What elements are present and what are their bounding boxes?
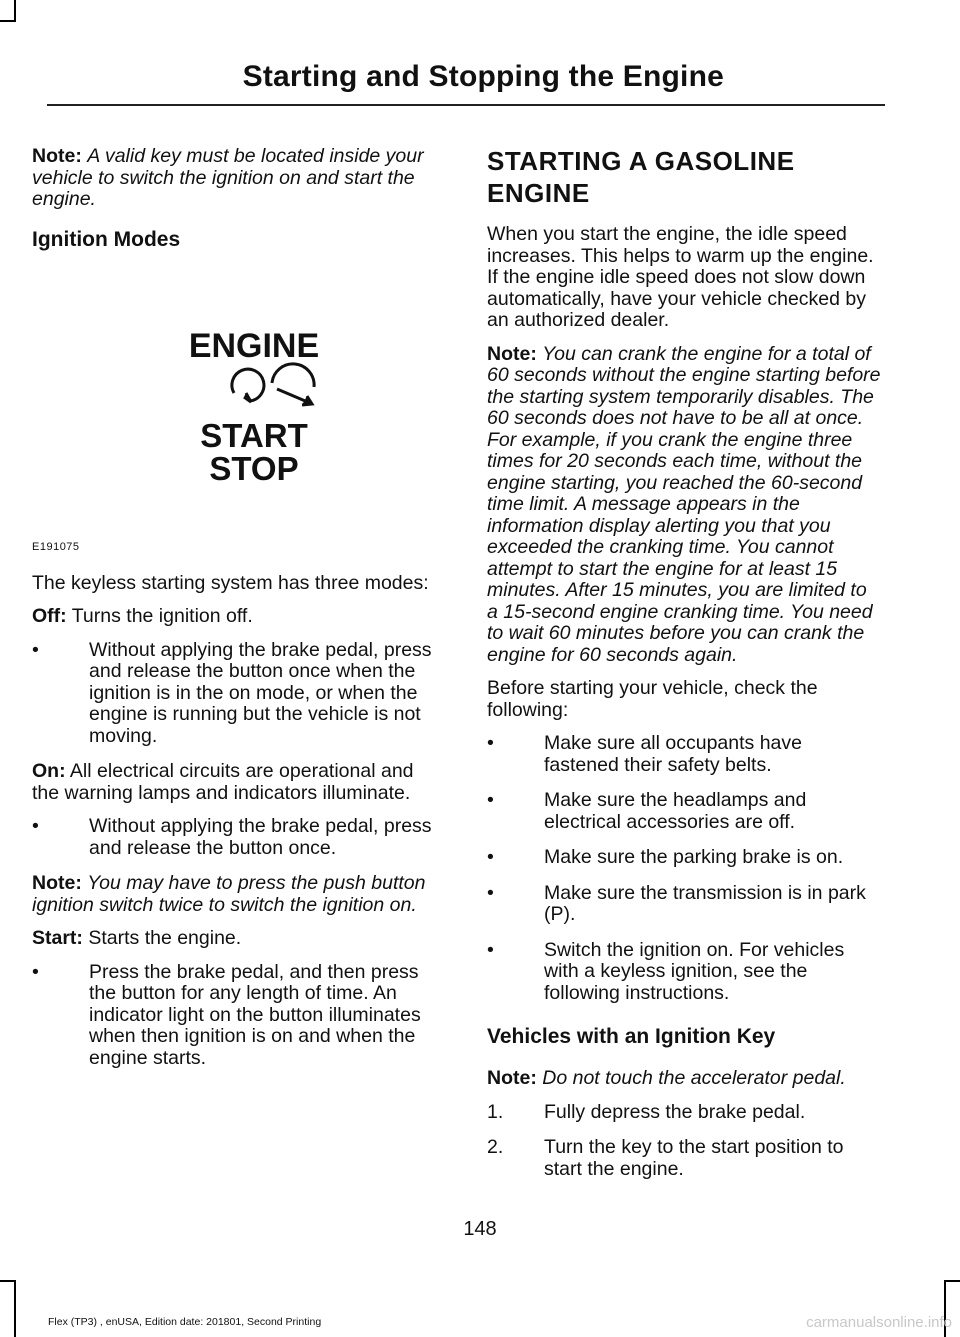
bullet-glyph: •: [487, 938, 494, 961]
page-header-title: Starting and Stopping the Engine: [242, 60, 724, 93]
bullet-glyph: •: [32, 815, 39, 837]
on-bullets: [32, 816, 444, 859]
crop-mark: [14, 1280, 16, 1337]
section-heading-ignition-modes: Ignition Modes: [32, 227, 181, 251]
figure-id: E191075: [32, 540, 80, 553]
list-item: • Without applying the brake pedal, press and release the button once.: [32, 815, 432, 859]
crop-mark: [0, 1280, 16, 1282]
list-item: • Without applying the brake pedal, press and release the button once when the ignition is in the on mode, or when the engine is running but the vehicle is not moving.: [32, 638, 432, 747]
figure-label-engine: ENGINE: [188, 326, 320, 365]
section-heading-starting-gasoline-engine: STARTING A GASOLINE ENGINE: [487, 146, 795, 208]
before-starting-text: Before starting your vehicle, check the following:: [487, 677, 818, 721]
off-bullets: [32, 640, 444, 748]
section-heading-ignition-key: Vehicles with an Ignition Key: [487, 1025, 776, 1048]
watermark: carmanualsonline.info: [806, 1314, 952, 1331]
crop-mark: [944, 1280, 960, 1282]
note-cranking: Note: You can crank the engine for a total of 60 seconds without the engine starting before the starting system temporarily disables. The 60 seconds does not have to be all at once. For example, if you crank the engine three times for 20 seconds each time, without the engine starting, you reached the 60-second time limit. A message appears in the information display alerting you that you exceeded the cranking time. You cannot attempt to start the engine for at least 15 minutes. After 15 minutes, you are limited to a 15-second engine cranking time. You need to wait 60 minutes before you can crank the engine for 60 seconds again.: [487, 342, 881, 666]
bullet-glyph: •: [32, 960, 39, 983]
note-accelerator: Note: Do not touch the accelerator pedal.: [487, 1067, 846, 1089]
bullet-glyph: •: [487, 789, 494, 811]
crop-mark: [0, 20, 16, 22]
start-steps: [487, 1102, 881, 1181]
right-column: [487, 146, 881, 1194]
crop-mark: [14, 0, 16, 20]
page-number: 148: [463, 1218, 497, 1240]
figure-label-stop: STOP: [209, 449, 299, 487]
list-item: • Make sure the parking brake is on.: [487, 846, 844, 868]
bullet-glyph: •: [487, 881, 494, 904]
header-divider: [47, 104, 885, 106]
rotate-arrow-icon: [232, 369, 264, 402]
list-item: • Press the brake pedal, and then press the button for any length of time. An indicator light on the button illuminates when then ignition is on and when the engine starts.: [32, 960, 421, 1069]
note-push-twice: Note: You may have to press the push button ignition switch twice to switch the ignition on.: [32, 872, 426, 916]
checklist: [487, 733, 881, 1004]
bullet-glyph: •: [487, 846, 494, 868]
list-item: • Make sure all occupants have fastened their safety belts.: [487, 732, 802, 776]
engine-start-stop-button-icon: [32, 297, 444, 547]
list-item: • Make sure the transmission is in park (P).: [487, 881, 866, 925]
idle-speed-paragraph: When you start the engine, the idle speed increases. This helps to warm up the engine. If the engine idle speed does not slow down automatically, have your vehicle checked by an authorized dealer.: [487, 223, 874, 331]
left-column: [32, 146, 444, 1083]
note-ignition-key: Note: A valid key must be located inside your vehicle to switch the ignition on and start the engine.: [32, 145, 424, 210]
bullet-glyph: •: [32, 638, 39, 661]
mode-start: Start: Starts the engine.: [32, 927, 242, 949]
list-item: 2. Turn the key to the start position to start the engine.: [487, 1136, 844, 1180]
stop-arrow-icon: [272, 363, 314, 404]
list-item: • Make sure the headlamps and electrical accessories are off.: [487, 789, 807, 833]
engine-start-stop-figure: [32, 297, 444, 553]
list-item: • Switch the ignition on. For vehicles with a keyless ignition, see the following instructions.: [487, 938, 845, 1004]
figure-label-start: START: [200, 416, 308, 454]
bullet-glyph: •: [487, 732, 494, 754]
intro-text: The keyless starting system has three modes:: [32, 571, 429, 594]
list-item: 1. Fully depress the brake pedal.: [487, 1100, 806, 1123]
mode-on: On: All electrical circuits are operational and the warning lamps and indicators illuminate.: [32, 760, 414, 804]
start-bullets: [32, 962, 444, 1070]
mode-off: Off: Turns the ignition off.: [32, 605, 253, 627]
footer-edition: Flex (TP3) , enUSA, Edition date: 201801, Second Printing: [48, 1316, 322, 1328]
